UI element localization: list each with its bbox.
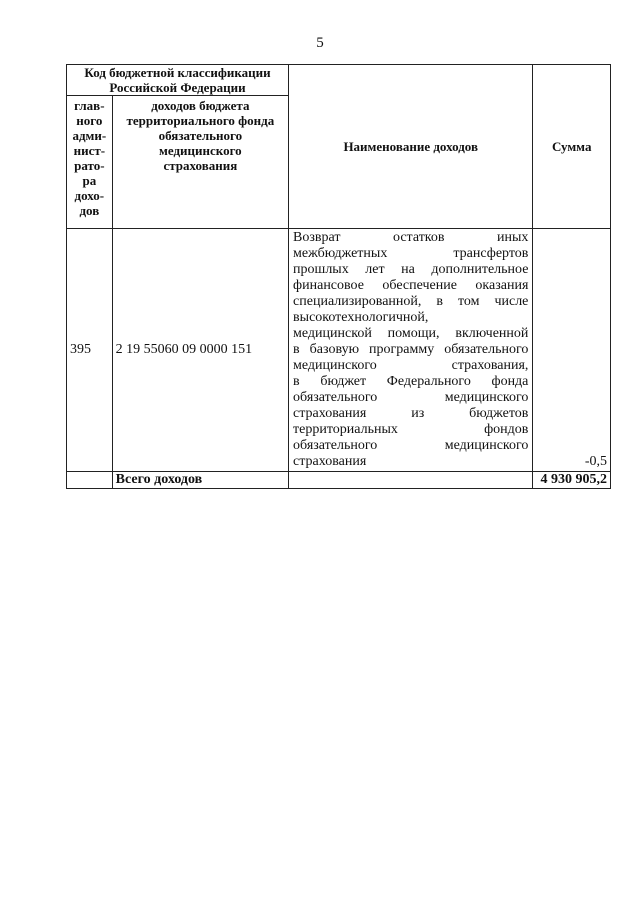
income-name-line: медицинского страхования, <box>293 358 529 373</box>
header-admin-line: дохо- <box>74 188 105 203</box>
page-number: 5 <box>316 35 324 51</box>
header-code-line: доходов бюджета <box>151 98 250 113</box>
admin-code-cell: 395 <box>67 229 113 472</box>
income-name-line: финансовое обеспечение оказания <box>293 278 529 293</box>
income-name-line: межбюджетных трансфертов <box>293 246 529 261</box>
table-row <box>67 229 611 472</box>
header-admin-line: ра <box>82 173 97 188</box>
header-row-1 <box>67 65 611 96</box>
income-name-line: территориальных фондов <box>293 422 529 437</box>
header-code-line: обязательного <box>158 128 243 143</box>
income-name-line: обязательного медицинского <box>293 390 529 405</box>
header-code <box>112 96 288 229</box>
header-admin <box>67 96 113 229</box>
income-name-line: специализированной, в том числе <box>293 294 529 309</box>
income-name-line: обязательного медицинского <box>293 438 529 453</box>
income-name-line: страхования из бюджетов <box>293 406 529 421</box>
header-admin-line: ного <box>76 113 103 128</box>
revenue-table <box>66 64 611 489</box>
header-code-line: медицинского <box>159 143 242 158</box>
header-group-title: Код бюджетной классификации Российской Федерации <box>67 65 289 96</box>
budget-code-cell: 2 19 55060 09 0000 151 <box>112 229 288 472</box>
amount-cell: -0,5 <box>533 229 611 472</box>
header-admin-line: дов <box>79 203 100 218</box>
total-name-cell <box>289 472 533 489</box>
income-name-line: высокотехнологичной, <box>293 310 429 325</box>
header-code-line: территориального фонда <box>126 113 275 128</box>
income-name-line: в базовую программу обязательного <box>293 342 529 357</box>
header-admin-line: нист- <box>73 143 106 158</box>
income-name-line: прошлых лет на дополнительное <box>293 262 529 277</box>
total-amount: 4 930 905,2 <box>533 472 611 489</box>
total-label: Всего доходов <box>112 472 288 489</box>
total-row <box>67 472 611 489</box>
header-admin-line: адми- <box>72 128 107 143</box>
income-name-line: в бюджет Федерального фонда <box>293 374 529 389</box>
header-name: Наименование доходов <box>289 65 533 229</box>
total-admin-cell <box>67 472 113 489</box>
header-code-line: страхования <box>163 158 238 173</box>
header-admin-line: рато- <box>74 158 105 173</box>
income-name-line: страхования <box>293 454 367 469</box>
header-admin-line: глав- <box>74 98 105 113</box>
header-sum: Сумма <box>533 65 611 229</box>
income-name-line: Возврат остатков иных <box>293 230 529 245</box>
income-name-cell <box>289 229 533 472</box>
income-name-line: медицинской помощи, включенной <box>293 326 529 341</box>
